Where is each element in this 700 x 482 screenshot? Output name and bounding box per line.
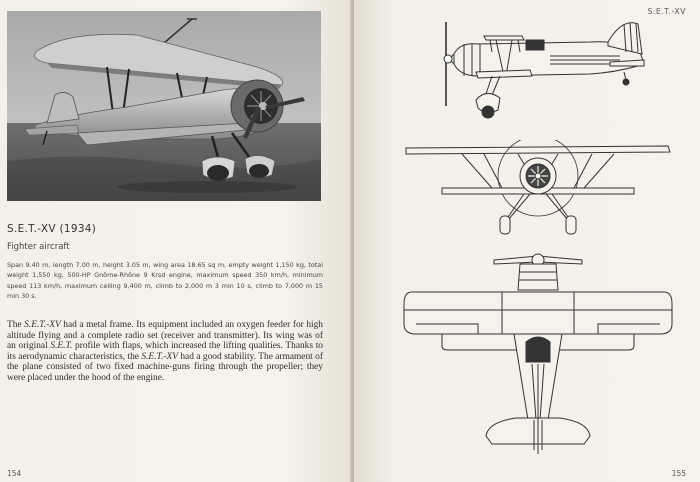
running-head: S.E.T.-XV — [647, 7, 686, 16]
photo-illustration — [7, 11, 321, 201]
aircraft-name-1: S.E.T.-XV — [24, 320, 61, 330]
right-page — [354, 0, 700, 482]
description-part-4: had a good stability. The armament of the plane consisted of two fixed machine-guns firing through the propeller; they were placed under the hood of the engine. — [7, 351, 323, 383]
aircraft-name-2: S.E.T.-XV — [141, 351, 178, 362]
aircraft-photo — [7, 11, 321, 201]
description-part-1: The — [7, 320, 25, 330]
page-number-right: 155 — [671, 469, 686, 478]
aircraft-type: Fighter aircraft — [7, 242, 70, 252]
front-view-drawing — [402, 140, 674, 240]
description-text — [7, 320, 323, 384]
top-view-drawing — [398, 250, 678, 462]
page-number-left: 154 — [7, 469, 22, 478]
aircraft-title: S.E.T.-XV (1934) — [7, 223, 97, 235]
side-view-drawing — [440, 16, 652, 124]
profile-name: S.E.T. — [50, 341, 73, 352]
specifications-text: Span 9.40 m, length 7.00 m, height 3.05 m, wing area 18.65 sq m, empty weight 1,150 kg, total weight 1,550 kg, 500-HP Gnôme-Rhône 9 Krsd engine, maximum speed 350 km/h, minimum speed 113 km/h, maximum ceiling 9,400 m, climb to 2,000 m 3 min 10 s, climb to 7,000 m 15 min 30 s. — [7, 261, 323, 301]
description-part-3: profile with flaps, which increased the lifting qualities. Thanks to its aerodynamic characteristics, the — [7, 341, 323, 362]
description-part-2: had a metal frame. Its equipment included an oxygen feeder for high altitude flying and a complete radio set (receiver and transmitter). Its wing was of an original — [7, 320, 323, 352]
